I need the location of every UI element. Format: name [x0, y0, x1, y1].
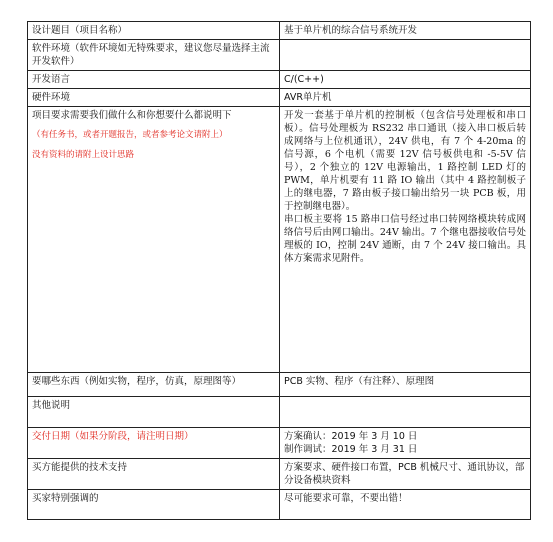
field-label: 其他说明: [28, 397, 280, 428]
field-label: 项目要求需要我们做什么和你想要什么都说明下: [32, 110, 232, 121]
table-row: [28, 107, 531, 373]
table-row: [28, 22, 531, 40]
field-value: PCB 实物、程序（有注释）、原理图: [280, 373, 531, 397]
field-label: 开发语言: [28, 71, 280, 89]
table-row: [28, 40, 531, 71]
table-row: [28, 459, 531, 490]
field-value: 基于单片机的综合信号系统开发: [280, 22, 531, 40]
field-value: AVR单片机: [280, 89, 531, 107]
requirements-paragraph: 开发一套基于单片机的控制板（包含信号处理板和串口板）。信号处理板为 RS232 串口通讯（接入串口板后转成网络与上位机通讯），24V 供电，有 7 个 4-20ma 的信号源，6 个电机（需要 12V 信号板供电和 -5-5V 信号），2 个独立的 12V 电源输出，1 路控制 LED 灯的 PWM，单片机要有 11 路 IO 输出（其中 4 路控制板子上的继电器，7 路由板子接口输出给另一块 PCB 板，用于控制继电器）。: [284, 110, 526, 212]
attachment-note: （有任务书，或者开题报告，或者参考论文请附上）: [32, 130, 228, 140]
field-label: 硬件环境: [28, 89, 280, 107]
dates-cell: [280, 428, 531, 459]
date-line: 制作调试：2019 年 3 月 31 日: [284, 444, 418, 455]
requirements-paragraph: 串口板主要将 15 路串口信号经过串口转网络模块转成网络信号后由网口输出。24V 输出。7 个继电器接收信号处理板的 IO，控制 24V 通断，由 7 个 24V 接口输出。具体方案需求见附件。: [284, 214, 526, 264]
field-value: 尽可能要求可靠，不要出错！: [280, 490, 531, 520]
requirements-form: [27, 21, 531, 520]
table-row: [28, 397, 531, 428]
field-value: [280, 40, 531, 71]
field-label: 要哪些东西（例如实物，程序，仿真，原理图等）: [28, 373, 280, 397]
field-label: 设计题目（项目名称）: [28, 22, 280, 40]
table-row: [28, 490, 531, 520]
requirements-label-cell: [28, 107, 280, 373]
field-label: 软件环境（软件环境如无特殊要求，建议您尽量选择主流开发软件）: [28, 40, 280, 71]
table-row: [28, 89, 531, 107]
field-label: 交付日期（如果分阶段，请注明日期）: [28, 428, 280, 459]
field-value: 方案要求、硬件接口布置，PCB 机械尺寸、通讯协议，部分设备模块资料: [280, 459, 531, 490]
design-idea-note: 没有资料的请附上设计思路: [32, 150, 135, 160]
field-value: [280, 397, 531, 428]
field-value: C/(C++): [280, 71, 531, 89]
table-row: [28, 373, 531, 397]
table-row: [28, 71, 531, 89]
date-line: 方案确认：2019 年 3 月 10 日: [284, 431, 418, 442]
table-row: [28, 428, 531, 459]
field-label: 买家特别强调的: [28, 490, 280, 520]
requirements-description: [280, 107, 531, 373]
field-label: 买方能提供的技术支持: [28, 459, 280, 490]
